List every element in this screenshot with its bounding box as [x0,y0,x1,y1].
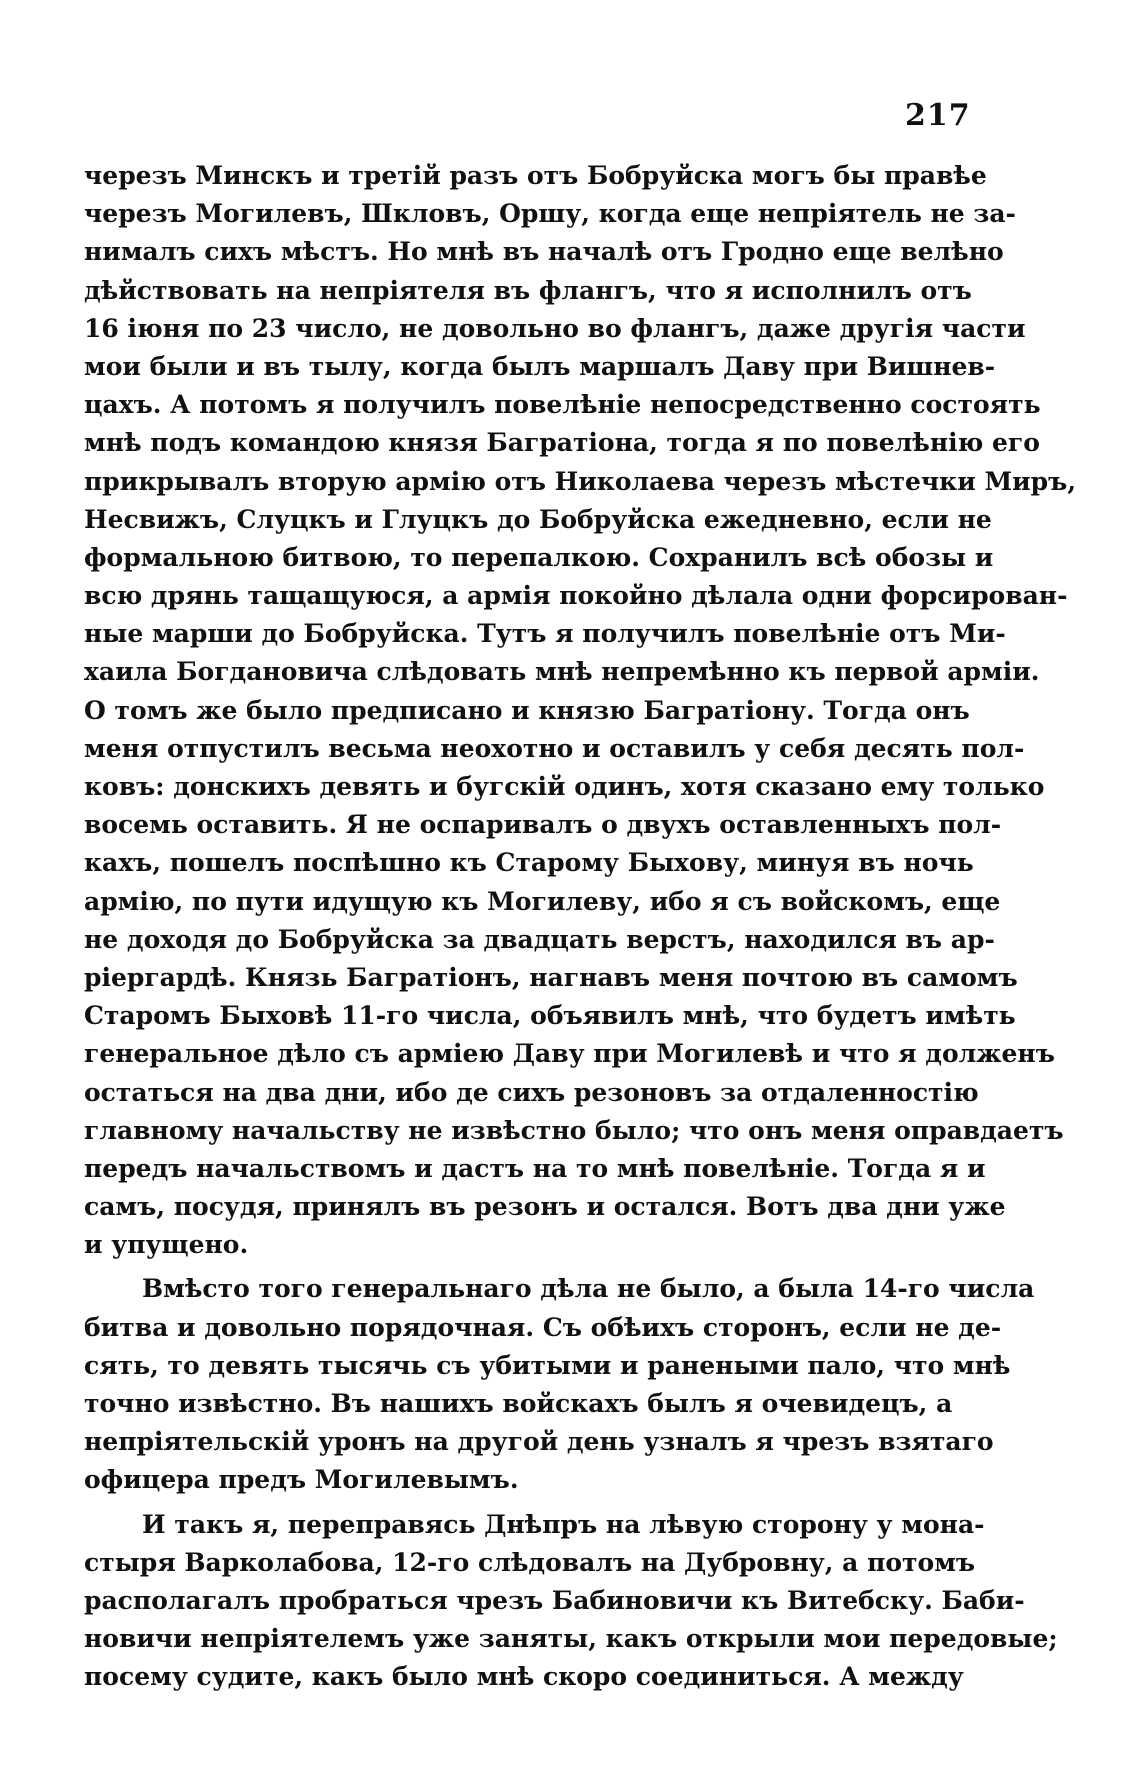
text-line: сять, то девять тысячь съ убитыми и ранеными пало, что мнѣ [84,1350,1011,1380]
paragraph-1 [84,157,1077,1264]
text-line: мнѣ подъ командою князя Багратіона, тогда я по повелѣнію его [84,428,1040,458]
paragraph-2 [84,1270,1035,1499]
text-line: Вмѣсто того генеральнаго дѣла не было, а была 14-го числа [142,1274,1035,1304]
text-line: и упущено. [84,1230,249,1260]
text-line: 16 іюня по 23 число, не довольно во флангъ, даже другія части [84,313,1026,343]
text-line: дѣйствовать на непріятеля въ флангъ, что я исполнилъ отъ [84,275,972,305]
text-line: черезъ Могилевъ, Шкловъ, Оршу, когда еще непріятель не за- [84,199,1016,229]
text-line: генеральное дѣло съ арміею Даву при Могилевѣ и что я долженъ [84,1039,1055,1069]
text-line: Старомъ Быховѣ 11-го числа, объявилъ мнѣ, что будетъ имѣть [84,1001,1016,1031]
text-line: не доходя до Бобруйска за двадцать верстъ, находился въ ар- [84,924,995,954]
text-line: И такъ я, переправясь Днѣпръ на лѣвую сторону у мона- [142,1509,985,1539]
text-line: посему судите, какъ было мнѣ скоро соединиться. А между [84,1662,964,1692]
text-line: армію, по пути идущую къ Могилеву, ибо я съ войскомъ, еще [84,886,1001,916]
text-line: стыря Варколабова, 12-го слѣдовалъ на Дубровну, а потомъ [84,1547,976,1577]
text-line: кахъ, пошелъ поспѣшно къ Старому Быхову, минуя въ ночь [84,848,974,878]
text-line: хаила Богдановича слѣдовать мнѣ непремѣнно къ первой арміи. [84,657,1040,687]
body-text [84,157,1077,1697]
text-line: самъ, посудя, принялъ въ резонъ и остался. Вотъ два дни уже [84,1192,1006,1222]
text-line: ковъ: донскихъ девять и бугскій одинъ, хотя сказано ему только [84,772,1045,801]
text-line: располагалъ пробраться чрезъ Бабиновичи къ Витебску. Баби- [84,1585,1025,1615]
text-line: непріятельскій уронъ на другой день узналъ я чрезъ взятаго [84,1427,994,1457]
text-line: новичи непріятелемъ уже заняты, какъ открыли мои передовые; [84,1624,1058,1654]
text-line: меня отпустилъ весьма неохотно и оставилъ у себя десять пол- [84,733,1025,763]
text-line: нималъ сихъ мѣстъ. Но мнѣ въ началѣ отъ Гродно еще велѣно [84,237,1004,267]
text-line: главному начальству не извѣстно было; что онъ меня оправдаетъ [84,1115,1064,1145]
text-line: офицера предъ Могилевымъ. [84,1465,519,1495]
text-line: Несвижъ, Слуцкъ и Глуцкъ до Бобруйска ежедневно, если не [84,504,992,534]
page-number: 217 [905,98,971,133]
text-line: остаться на два дни, ибо де сихъ резоновъ за отдаленностію [84,1077,979,1107]
text-line: восемь оставить. Я не оспаривалъ о двухъ оставленныхъ пол- [84,810,1002,840]
text-line: мои были и въ тылу, когда былъ маршалъ Даву при Вишнев- [84,351,996,381]
text-line: ріергардѣ. Князь Багратіонъ, нагнавъ меня почтою въ самомъ [84,962,1018,992]
text-line: ные марши до Бобруйска. Тутъ я получилъ повелѣніе отъ Ми- [84,619,1006,649]
text-line: формальною битвою, то перепалкою. Сохранилъ всѣ обозы и [84,542,994,572]
text-line: битва и довольно порядочная. Съ обѣихъ сторонъ, если не де- [84,1312,1002,1342]
text-line: всю дрянь тащащуюся, а армія покойно дѣлала одни форсирован- [84,581,1068,611]
paragraph-3 [84,1506,1058,1697]
text-line: передъ начальствомъ и дастъ на то мнѣ повелѣніе. Тогда я и [84,1153,986,1183]
text-line: черезъ Минскъ и третій разъ отъ Бобруйска могъ бы правѣе [84,161,987,190]
text-line: точно извѣстно. Въ нашихъ войскахъ былъ я очевидецъ, а [84,1389,953,1418]
text-line: цахъ. А потомъ я получилъ повелѣніе непосредственно состоять [84,390,1041,420]
text-line: прикрывалъ вторую армію отъ Николаева черезъ мѣстечки Миръ, [84,466,1077,496]
text-line: О томъ же было предписано и князю Багратіону. Тогда онъ [84,695,970,725]
